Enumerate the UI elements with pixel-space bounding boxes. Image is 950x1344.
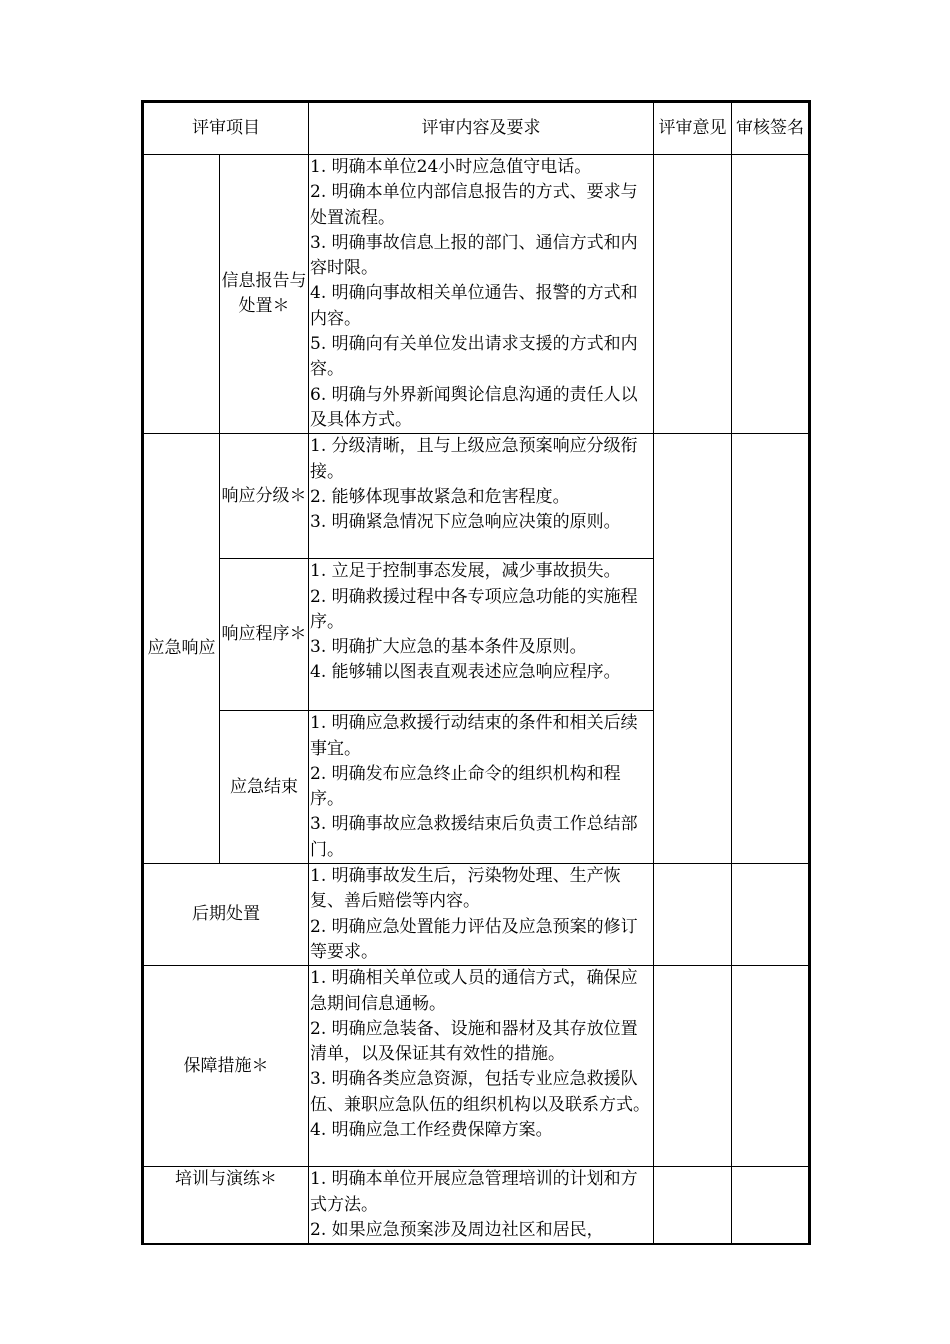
list-item: 2. 明确本单位内部信息报告的方式、要求与处置流程。: [310, 182, 638, 228]
content-guarantee: [309, 966, 654, 1167]
content-response-grading: [309, 434, 654, 559]
signature-cell[interactable]: [732, 1167, 810, 1244]
subitem-response-end: 应急结束: [220, 711, 309, 864]
opinion-cell[interactable]: [654, 864, 732, 966]
list-item: 3. 明确事故信息上报的部门、通信方式和内容时限。: [310, 232, 638, 279]
signature-cell[interactable]: [732, 864, 810, 966]
signature-cell[interactable]: [732, 155, 810, 434]
table-row: [143, 1167, 810, 1244]
content-response-procedure: [309, 559, 654, 711]
signature-cell[interactable]: [732, 966, 810, 1167]
subitem-info-report: 信息报告与处置＊: [220, 155, 309, 434]
list-item: 2. 如果应急预案涉及周边社区和居民，: [310, 1219, 604, 1240]
list-item: 2. 能够体现事故紧急和危害程度。: [310, 486, 570, 507]
table-row: [143, 155, 810, 434]
table-row: [143, 434, 810, 559]
table-row: [143, 966, 810, 1167]
list-item: 4. 明确应急工作经费保障方案。: [310, 1120, 553, 1141]
category-guarantee: 保障措施＊: [143, 966, 309, 1167]
empty-category-cell: [143, 155, 220, 434]
category-aftermath: 后期处置: [143, 864, 309, 966]
header-opinion: 评审意见: [654, 102, 732, 155]
category-emergency-response: 应急响应: [143, 434, 220, 864]
list-item: 1. 明确本单位开展应急管理培训的计划和方式方法。: [310, 1169, 638, 1215]
table-row: [143, 864, 810, 966]
content-response-end: [309, 711, 654, 864]
opinion-cell[interactable]: [654, 155, 732, 434]
list-item: 1. 明确应急救援行动结束的条件和相关后续事宜。: [310, 713, 638, 759]
list-item: 1. 分级清晰，且与上级应急预案响应分级衔接。: [310, 436, 638, 482]
subitem-response-procedure: 响应程序＊: [220, 559, 309, 711]
list-item: 2. 明确救援过程中各专项应急功能的实施程序。: [310, 586, 638, 632]
list-item: 1. 明确事故发生后，污染物处理、生产恢复、善后赔偿等内容。: [310, 866, 621, 912]
table-header-row: [143, 102, 810, 155]
opinion-cell[interactable]: [654, 1167, 732, 1244]
list-item: 2. 明确应急处置能力评估及应急预案的修订等要求。: [310, 916, 638, 962]
subitem-response-grading: 响应分级＊: [220, 434, 309, 559]
review-table: [141, 100, 811, 1245]
list-item: 2. 明确应急装备、设施和器材及其存放位置清单，以及保证其有效性的措施。: [310, 1018, 638, 1065]
list-item: 4. 明确向事故相关单位通告、报警的方式和内容。: [310, 283, 638, 329]
list-item: 3. 明确事故应急救援结束后负责工作总结部门。: [310, 814, 638, 860]
list-item: 3. 明确扩大应急的基本条件及原则。: [310, 637, 587, 658]
header-content: 评审内容及要求: [309, 102, 654, 155]
list-item: 1. 明确相关单位或人员的通信方式，确保应急期间信息通畅。: [310, 968, 638, 1014]
list-item: 3. 明确各类应急资源，包括专业应急救援队伍、兼职应急队伍的组织机构以及联系方式。: [310, 1069, 650, 1115]
header-signature: 审核签名: [732, 102, 810, 155]
header-project: 评审项目: [143, 102, 309, 155]
category-training: 培训与演练＊: [143, 1167, 309, 1244]
list-item: 6. 明确与外界新闻舆论信息沟通的责任人以及具体方式。: [310, 384, 638, 430]
content-aftermath: [309, 864, 654, 966]
signature-cell[interactable]: [732, 434, 810, 864]
opinion-cell[interactable]: [654, 434, 732, 864]
list-item: 5. 明确向有关单位发出请求支援的方式和内容。: [310, 334, 638, 380]
list-item: 3. 明确紧急情况下应急响应决策的原则。: [310, 512, 621, 533]
list-item: 4. 能够辅以图表直观表述应急响应程序。: [310, 662, 621, 683]
list-item: 1. 立足于控制事态发展，减少事故损失。: [310, 561, 621, 582]
list-item: 2. 明确发布应急终止命令的组织机构和程序。: [310, 763, 621, 810]
list-item: 1. 明确本单位24小时应急值守电话。: [310, 157, 592, 177]
content-training: [309, 1167, 654, 1244]
content-info-report: [309, 155, 654, 434]
opinion-cell[interactable]: [654, 966, 732, 1167]
